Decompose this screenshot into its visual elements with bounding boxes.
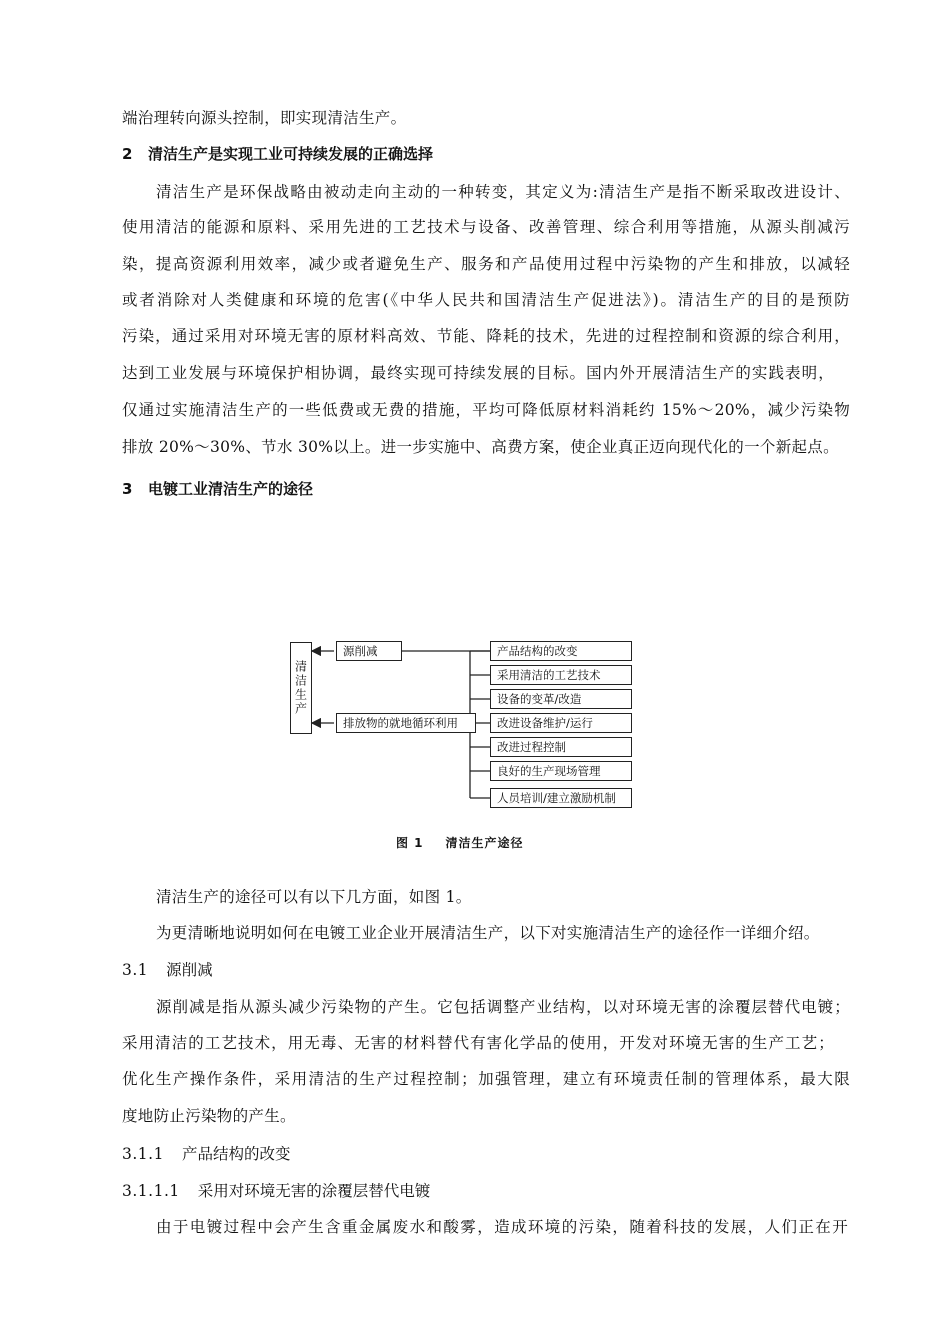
right-item-label: 产品结构的改变: [497, 644, 578, 658]
clean-production-label: 清洁生产: [293, 660, 308, 716]
right-item-box: [490, 761, 632, 781]
paragraph-line: 排放 20%～30%、节水 30%以上。进一步实施中、高费方案，使企业真正迈向现代化的一个新起点。: [122, 438, 839, 456]
paragraph-line: 度地防止污染物的产生。: [122, 1107, 296, 1125]
subsection-title: 采用对环境无害的涂覆层替代电镀: [197, 1182, 431, 1200]
right-item-label: 良好的生产现场管理: [497, 764, 601, 778]
clean-production-box: [290, 642, 312, 734]
paragraph-line: 使用清洁的能源和原料、采用先进的工艺技术与设备、改善管理、综合利用等措施，从源头削减污: [122, 218, 850, 236]
onsite-recycling-box: [336, 713, 476, 733]
right-item-label: 采用清洁的工艺技术: [497, 668, 601, 682]
right-item-box: [490, 788, 632, 808]
source-reduction-box: [336, 641, 402, 661]
subsection-heading-3-1: [122, 958, 213, 980]
text-line: 端治理转向源头控制，即实现清洁生产。: [122, 109, 407, 127]
section-title: 清洁生产是实现工业可持续发展的正确选择: [148, 145, 434, 163]
subsection-number: 3.1.1: [122, 1145, 164, 1163]
figure-caption: [396, 834, 524, 851]
paragraph-line: 源削减是指从源头减少污染物的产生。它包括调整产业结构，以对环境无害的涂覆层替代电镀；: [156, 998, 850, 1016]
figure-title: 清洁生产途径: [445, 836, 524, 850]
section-number: 2: [122, 145, 133, 163]
right-item-box: [490, 713, 632, 733]
section-heading-3: [122, 478, 313, 499]
paragraph-line: 采用清洁的工艺技术，用无毒、无害的材料替代有害化学品的使用，开发对环境无害的生产工艺；: [122, 1034, 834, 1052]
subsection-title: 产品结构的改变: [181, 1145, 291, 1163]
subsection-number: 3.1: [122, 961, 149, 979]
paragraph-line: 为更清晰地说明如何在电镀工业企业开展清洁生产，以下对实施清洁生产的途径作一详细介绍。: [156, 924, 820, 942]
paragraph-line: 仅通过实施清洁生产的一些低费或无费的措施，平均可降低原材料消耗约 15%～20%，减少污染物: [122, 401, 850, 419]
right-item-box: [490, 689, 632, 709]
right-item-label: 设备的变革/改造: [497, 692, 582, 706]
paragraph-line: 达到工业发展与环境保护相协调，最终实现可持续发展的目标。国内外开展清洁生产的实践表明，: [122, 364, 834, 382]
subsection-heading-3-1-1-1: [122, 1179, 430, 1201]
right-item-label: 改进设备维护/运行: [497, 716, 593, 730]
clean-production-diagram: [280, 628, 650, 828]
paragraph-line: 由于电镀过程中会产生含重金属废水和酸雾，造成环境的污染，随着科技的发展，人们正在开: [156, 1218, 848, 1236]
right-item-label: 改进过程控制: [497, 740, 566, 754]
right-item-box: [490, 737, 632, 757]
section-heading-2: [122, 143, 433, 164]
onsite-recycling-label: 排放物的就地循环利用: [343, 716, 458, 730]
paragraph-line: 优化生产操作条件，采用清洁的生产过程控制；加强管理，建立有环境责任制的管理体系，最大限: [122, 1070, 850, 1088]
paragraph-line: 清洁生产是环保战略由被动走向主动的一种转变，其定义为:清洁生产是指不断采取改进设计、: [156, 183, 850, 201]
section-number: 3: [122, 480, 133, 498]
subsection-title: 源削减: [166, 961, 213, 979]
paragraph-line: 清洁生产的途径可以有以下几方面，如图 1。: [156, 888, 472, 906]
figure-number: 图 1: [396, 836, 424, 850]
right-item-box: [490, 665, 632, 685]
right-item-box: [490, 641, 632, 661]
source-reduction-label: 源削减: [343, 644, 378, 658]
paragraph-line: 污染，通过采用对环境无害的原材料高效、节能、降耗的技术，先进的过程控制和资源的综合利用，: [122, 327, 850, 345]
subsection-heading-3-1-1: [122, 1142, 290, 1164]
section-title: 电镀工业清洁生产的途径: [148, 480, 314, 498]
right-item-label: 人员培训/建立激励机制: [497, 791, 616, 805]
paragraph-line: 或者消除对人类健康和环境的危害(《中华人民共和国清洁生产促进法》)。清洁生产的目的是预防: [122, 291, 850, 309]
subsection-number: 3.1.1.1: [122, 1182, 180, 1200]
paragraph-line: 染，提高资源利用效率，减少或者避免生产、服务和产品使用过程中污染物的产生和排放，以减轻: [122, 255, 850, 273]
